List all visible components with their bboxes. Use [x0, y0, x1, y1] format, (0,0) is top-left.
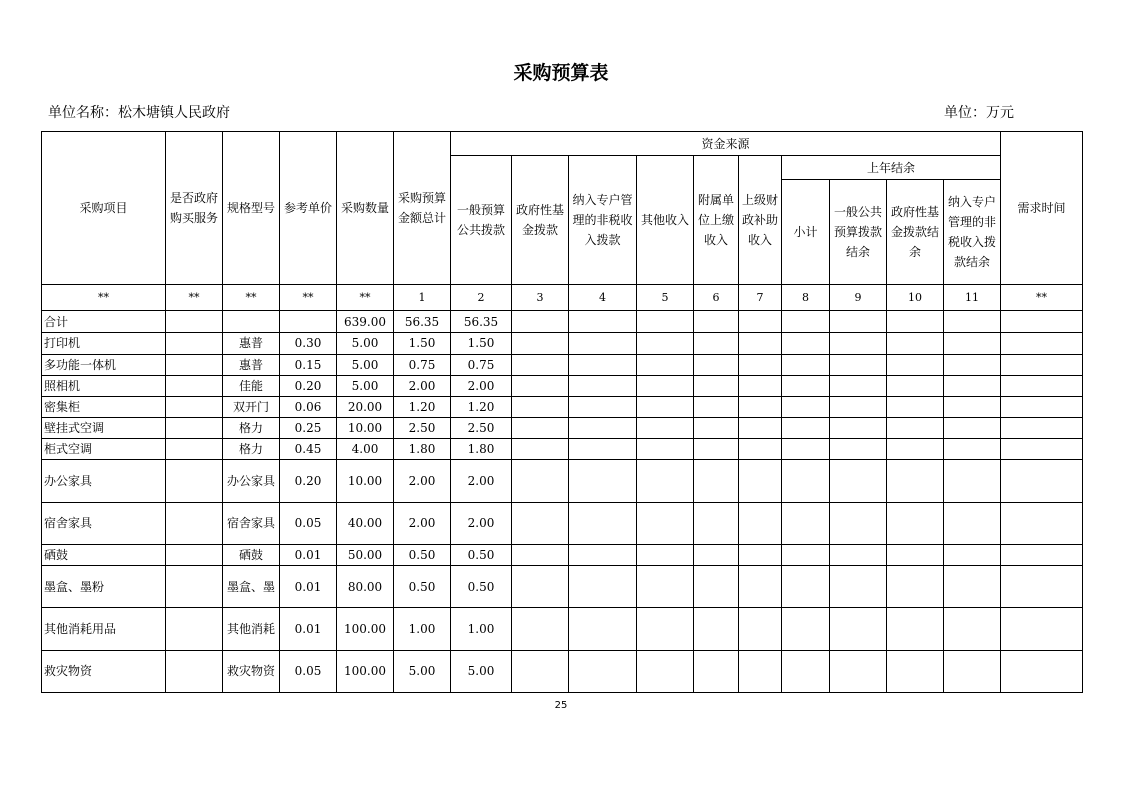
row-item-name: 照相机	[42, 375, 166, 396]
row-empty-cell	[694, 544, 739, 565]
row-empty-cell	[694, 354, 739, 375]
row-empty-cell	[637, 354, 694, 375]
row-quantity: 4.00	[337, 439, 394, 460]
row-empty-cell	[739, 502, 782, 544]
row-empty-cell	[1001, 544, 1083, 565]
row-empty-cell	[782, 396, 830, 417]
row-empty-cell	[830, 417, 887, 438]
row-empty-cell	[512, 460, 569, 502]
row-empty-cell	[1001, 354, 1083, 375]
row-empty-cell	[569, 460, 637, 502]
row-item-name: 硒鼓	[42, 544, 166, 565]
row-item-name: 宿舍家具	[42, 502, 166, 544]
row-empty-cell	[739, 354, 782, 375]
row-quantity: 50.00	[337, 544, 394, 565]
row-budget-total: 1.80	[394, 439, 451, 460]
header-ly-fund: 政府性基金拨款结余	[887, 180, 944, 285]
row-gov-service	[166, 460, 223, 502]
row-empty-cell	[512, 566, 569, 608]
table-header	[42, 132, 1083, 333]
row-ref-price: 0.45	[280, 439, 337, 460]
row-ref-price: 0.20	[280, 375, 337, 396]
row-empty-cell	[739, 608, 782, 650]
table-row	[42, 354, 1083, 375]
row-empty-cell	[1001, 502, 1083, 544]
row-empty-cell	[887, 439, 944, 460]
row-empty-cell	[637, 439, 694, 460]
row-item-name: 墨盒、墨粉	[42, 566, 166, 608]
row-empty-cell	[569, 650, 637, 692]
header-ly-nontax: 纳入专户管理的非税收入拨款结余	[944, 180, 1001, 285]
header-demand-time: 需求时间	[1001, 132, 1083, 285]
row-budget-total: 2.00	[394, 375, 451, 396]
header-other: 其他收入	[637, 156, 694, 285]
row-empty-cell	[569, 502, 637, 544]
row-empty-cell	[694, 417, 739, 438]
row-empty-cell	[569, 439, 637, 460]
row-empty-cell	[512, 502, 569, 544]
row-quantity: 5.00	[337, 333, 394, 354]
row-empty-cell	[830, 460, 887, 502]
row-item-name: 壁挂式空调	[42, 417, 166, 438]
row-budget-total: 0.50	[394, 566, 451, 608]
row-ref-price: 0.01	[280, 566, 337, 608]
row-general: 0.75	[451, 354, 512, 375]
row-item-name: 密集柜	[42, 396, 166, 417]
row-quantity: 100.00	[337, 608, 394, 650]
row-quantity: 5.00	[337, 354, 394, 375]
table-row	[42, 396, 1083, 417]
code-cell: **	[1001, 285, 1083, 311]
row-budget-total: 0.75	[394, 354, 451, 375]
code-cell: 6	[694, 285, 739, 311]
row-empty-cell	[830, 354, 887, 375]
row-item-name: 打印机	[42, 333, 166, 354]
row-empty-cell	[944, 333, 1001, 354]
row-empty-cell	[512, 354, 569, 375]
header-quantity: 采购数量	[337, 132, 394, 285]
row-ref-price: 0.05	[280, 502, 337, 544]
row-empty-cell	[694, 650, 739, 692]
table-row	[42, 460, 1083, 502]
row-ref-price: 0.05	[280, 650, 337, 692]
code-cell: 2	[451, 285, 512, 311]
row-general: 0.50	[451, 544, 512, 565]
header-subtotal: 小计	[782, 180, 830, 285]
row-empty-cell	[739, 333, 782, 354]
row-empty-cell	[637, 417, 694, 438]
row-empty-cell	[782, 333, 830, 354]
row-empty-cell	[887, 333, 944, 354]
row-empty-cell	[569, 375, 637, 396]
code-cell: 4	[569, 285, 637, 311]
row-empty-cell	[887, 544, 944, 565]
row-empty-cell	[512, 650, 569, 692]
row-empty-cell	[944, 375, 1001, 396]
row-spec: 惠普	[223, 333, 280, 354]
row-spec: 格力	[223, 417, 280, 438]
row-empty-cell	[1001, 417, 1083, 438]
row-gov-service	[166, 608, 223, 650]
row-budget-total: 5.00	[394, 650, 451, 692]
row-empty-cell	[637, 375, 694, 396]
row-empty-cell	[782, 354, 830, 375]
row-ref-price: 0.01	[280, 608, 337, 650]
table-row	[42, 439, 1083, 460]
row-budget-total: 2.50	[394, 417, 451, 438]
row-general: 1.00	[451, 608, 512, 650]
row-general: 0.50	[451, 566, 512, 608]
row-spec: 惠普	[223, 354, 280, 375]
row-empty-cell	[512, 333, 569, 354]
row-empty-cell	[637, 650, 694, 692]
total-label: 合计	[42, 311, 166, 333]
row-empty-cell	[739, 375, 782, 396]
code-cell: 8	[782, 285, 830, 311]
row-empty-cell	[944, 544, 1001, 565]
table-row	[42, 417, 1083, 438]
row-empty-cell	[944, 417, 1001, 438]
row-item-name: 多功能一体机	[42, 354, 166, 375]
row-empty-cell	[739, 417, 782, 438]
row-empty-cell	[782, 608, 830, 650]
total-quantity: 639.00	[337, 311, 394, 333]
code-cell: **	[337, 285, 394, 311]
row-spec: 救灾物资	[223, 650, 280, 692]
row-empty-cell	[887, 375, 944, 396]
row-budget-total: 2.00	[394, 460, 451, 502]
code-cell: 11	[944, 285, 1001, 311]
row-general: 5.00	[451, 650, 512, 692]
row-spec: 格力	[223, 439, 280, 460]
page-title: 采购预算表	[513, 62, 609, 84]
row-empty-cell	[637, 502, 694, 544]
row-budget-total: 1.20	[394, 396, 451, 417]
row-general: 2.00	[451, 502, 512, 544]
row-general: 2.00	[451, 375, 512, 396]
row-gov-service	[166, 417, 223, 438]
row-empty-cell	[944, 439, 1001, 460]
row-empty-cell	[887, 608, 944, 650]
row-empty-cell	[782, 566, 830, 608]
row-empty-cell	[637, 460, 694, 502]
row-empty-cell	[512, 544, 569, 565]
code-cell: 3	[512, 285, 569, 311]
code-cell: **	[280, 285, 337, 311]
row-empty-cell	[694, 333, 739, 354]
row-quantity: 20.00	[337, 396, 394, 417]
row-spec: 宿舍家具	[223, 502, 280, 544]
header-general: 一般预算公共拨款	[451, 156, 512, 285]
row-empty-cell	[512, 608, 569, 650]
code-cell: 1	[394, 285, 451, 311]
row-empty-cell	[1001, 608, 1083, 650]
row-ref-price: 0.25	[280, 417, 337, 438]
row-spec: 墨盒、墨	[223, 566, 280, 608]
row-empty-cell	[830, 375, 887, 396]
row-item-name: 柜式空调	[42, 439, 166, 460]
row-empty-cell	[944, 650, 1001, 692]
row-budget-total: 2.00	[394, 502, 451, 544]
row-empty-cell	[739, 460, 782, 502]
row-empty-cell	[512, 396, 569, 417]
row-empty-cell	[782, 417, 830, 438]
row-empty-cell	[512, 417, 569, 438]
procurement-budget-table	[41, 131, 1083, 693]
row-empty-cell	[1001, 566, 1083, 608]
row-general: 1.80	[451, 439, 512, 460]
header-last-year: 上年结余	[782, 156, 1001, 180]
row-empty-cell	[694, 566, 739, 608]
header-spec: 规格型号	[223, 132, 280, 285]
row-empty-cell	[830, 566, 887, 608]
row-empty-cell	[637, 566, 694, 608]
row-empty-cell	[830, 439, 887, 460]
row-empty-cell	[887, 566, 944, 608]
row-general: 1.50	[451, 333, 512, 354]
row-empty-cell	[1001, 396, 1083, 417]
table-row	[42, 566, 1083, 608]
row-empty-cell	[739, 396, 782, 417]
row-empty-cell	[944, 460, 1001, 502]
row-empty-cell	[944, 354, 1001, 375]
row-empty-cell	[739, 650, 782, 692]
header-gov-fund: 政府性基金拨款	[512, 156, 569, 285]
row-spec: 硒鼓	[223, 544, 280, 565]
table-row	[42, 650, 1083, 692]
table-row	[42, 333, 1083, 354]
row-gov-service	[166, 650, 223, 692]
row-empty-cell	[944, 608, 1001, 650]
header-affiliated: 附属单位上缴收入	[694, 156, 739, 285]
row-empty-cell	[739, 566, 782, 608]
row-empty-cell	[637, 396, 694, 417]
row-gov-service	[166, 502, 223, 544]
page-number: 25	[554, 700, 568, 711]
row-budget-total: 1.00	[394, 608, 451, 650]
row-empty-cell	[694, 460, 739, 502]
total-row	[42, 311, 1083, 333]
table-body	[42, 333, 1083, 693]
row-quantity: 80.00	[337, 566, 394, 608]
row-item-name: 办公家具	[42, 460, 166, 502]
header-nontax: 纳入专户管理的非税收入拨款	[569, 156, 637, 285]
row-empty-cell	[569, 333, 637, 354]
total-budget: 56.35	[394, 311, 451, 333]
row-empty-cell	[782, 375, 830, 396]
row-empty-cell	[512, 439, 569, 460]
table-row	[42, 502, 1083, 544]
row-empty-cell	[887, 650, 944, 692]
row-empty-cell	[1001, 650, 1083, 692]
row-empty-cell	[569, 608, 637, 650]
unit-label: 单位：万元	[944, 105, 1014, 121]
row-gov-service	[166, 439, 223, 460]
row-spec: 双开门	[223, 396, 280, 417]
row-empty-cell	[694, 375, 739, 396]
row-empty-cell	[637, 333, 694, 354]
row-empty-cell	[782, 439, 830, 460]
row-general: 2.00	[451, 460, 512, 502]
row-empty-cell	[1001, 333, 1083, 354]
code-cell: **	[166, 285, 223, 311]
row-empty-cell	[830, 502, 887, 544]
total-general: 56.35	[451, 311, 512, 333]
row-empty-cell	[887, 396, 944, 417]
row-empty-cell	[569, 544, 637, 565]
unit-name-label: 单位名称：松木塘镇人民政府	[48, 105, 230, 121]
row-ref-price: 0.01	[280, 544, 337, 565]
row-gov-service	[166, 396, 223, 417]
row-quantity: 100.00	[337, 650, 394, 692]
row-empty-cell	[694, 439, 739, 460]
header-funding-source: 资金来源	[451, 132, 1001, 156]
row-ref-price: 0.15	[280, 354, 337, 375]
header-gov-service: 是否政府购买服务	[166, 132, 223, 285]
row-gov-service	[166, 566, 223, 608]
row-empty-cell	[569, 566, 637, 608]
code-cell: 5	[637, 285, 694, 311]
row-gov-service	[166, 544, 223, 565]
row-empty-cell	[637, 608, 694, 650]
row-empty-cell	[1001, 439, 1083, 460]
row-empty-cell	[512, 375, 569, 396]
row-quantity: 40.00	[337, 502, 394, 544]
header-ly-general: 一般公共预算拨款结余	[830, 180, 887, 285]
row-empty-cell	[887, 417, 944, 438]
row-empty-cell	[830, 650, 887, 692]
code-cell: **	[223, 285, 280, 311]
table-row	[42, 375, 1083, 396]
row-empty-cell	[887, 502, 944, 544]
row-empty-cell	[782, 650, 830, 692]
row-budget-total: 0.50	[394, 544, 451, 565]
code-cell: 9	[830, 285, 887, 311]
row-empty-cell	[569, 396, 637, 417]
row-empty-cell	[569, 354, 637, 375]
row-gov-service	[166, 354, 223, 375]
table-row	[42, 608, 1083, 650]
row-empty-cell	[694, 608, 739, 650]
row-empty-cell	[830, 544, 887, 565]
row-gov-service	[166, 375, 223, 396]
row-empty-cell	[739, 544, 782, 565]
code-cell: 10	[887, 285, 944, 311]
row-ref-price: 0.20	[280, 460, 337, 502]
header-budget-total: 采购预算金额总计	[394, 132, 451, 285]
row-ref-price: 0.30	[280, 333, 337, 354]
row-empty-cell	[830, 396, 887, 417]
row-empty-cell	[694, 396, 739, 417]
row-empty-cell	[830, 608, 887, 650]
row-quantity: 10.00	[337, 460, 394, 502]
row-quantity: 5.00	[337, 375, 394, 396]
row-empty-cell	[944, 566, 1001, 608]
row-empty-cell	[944, 502, 1001, 544]
row-general: 1.20	[451, 396, 512, 417]
code-row	[42, 285, 1083, 311]
row-empty-cell	[782, 544, 830, 565]
row-budget-total: 1.50	[394, 333, 451, 354]
row-empty-cell	[569, 417, 637, 438]
code-cell: 7	[739, 285, 782, 311]
row-gov-service	[166, 333, 223, 354]
row-empty-cell	[637, 544, 694, 565]
header-superior: 上级财政补助收入	[739, 156, 782, 285]
row-empty-cell	[739, 439, 782, 460]
row-empty-cell	[1001, 375, 1083, 396]
row-spec: 佳能	[223, 375, 280, 396]
row-empty-cell	[1001, 460, 1083, 502]
row-item-name: 救灾物资	[42, 650, 166, 692]
header-ref-price: 参考单价	[280, 132, 337, 285]
row-quantity: 10.00	[337, 417, 394, 438]
row-empty-cell	[782, 460, 830, 502]
row-empty-cell	[782, 502, 830, 544]
row-empty-cell	[887, 460, 944, 502]
row-empty-cell	[830, 333, 887, 354]
header-item: 采购项目	[42, 132, 166, 285]
row-spec: 其他消耗	[223, 608, 280, 650]
table-row	[42, 544, 1083, 565]
row-empty-cell	[944, 396, 1001, 417]
row-spec: 办公家具	[223, 460, 280, 502]
row-empty-cell	[887, 354, 944, 375]
code-cell: **	[42, 285, 166, 311]
row-ref-price: 0.06	[280, 396, 337, 417]
row-item-name: 其他消耗用品	[42, 608, 166, 650]
row-general: 2.50	[451, 417, 512, 438]
row-empty-cell	[694, 502, 739, 544]
